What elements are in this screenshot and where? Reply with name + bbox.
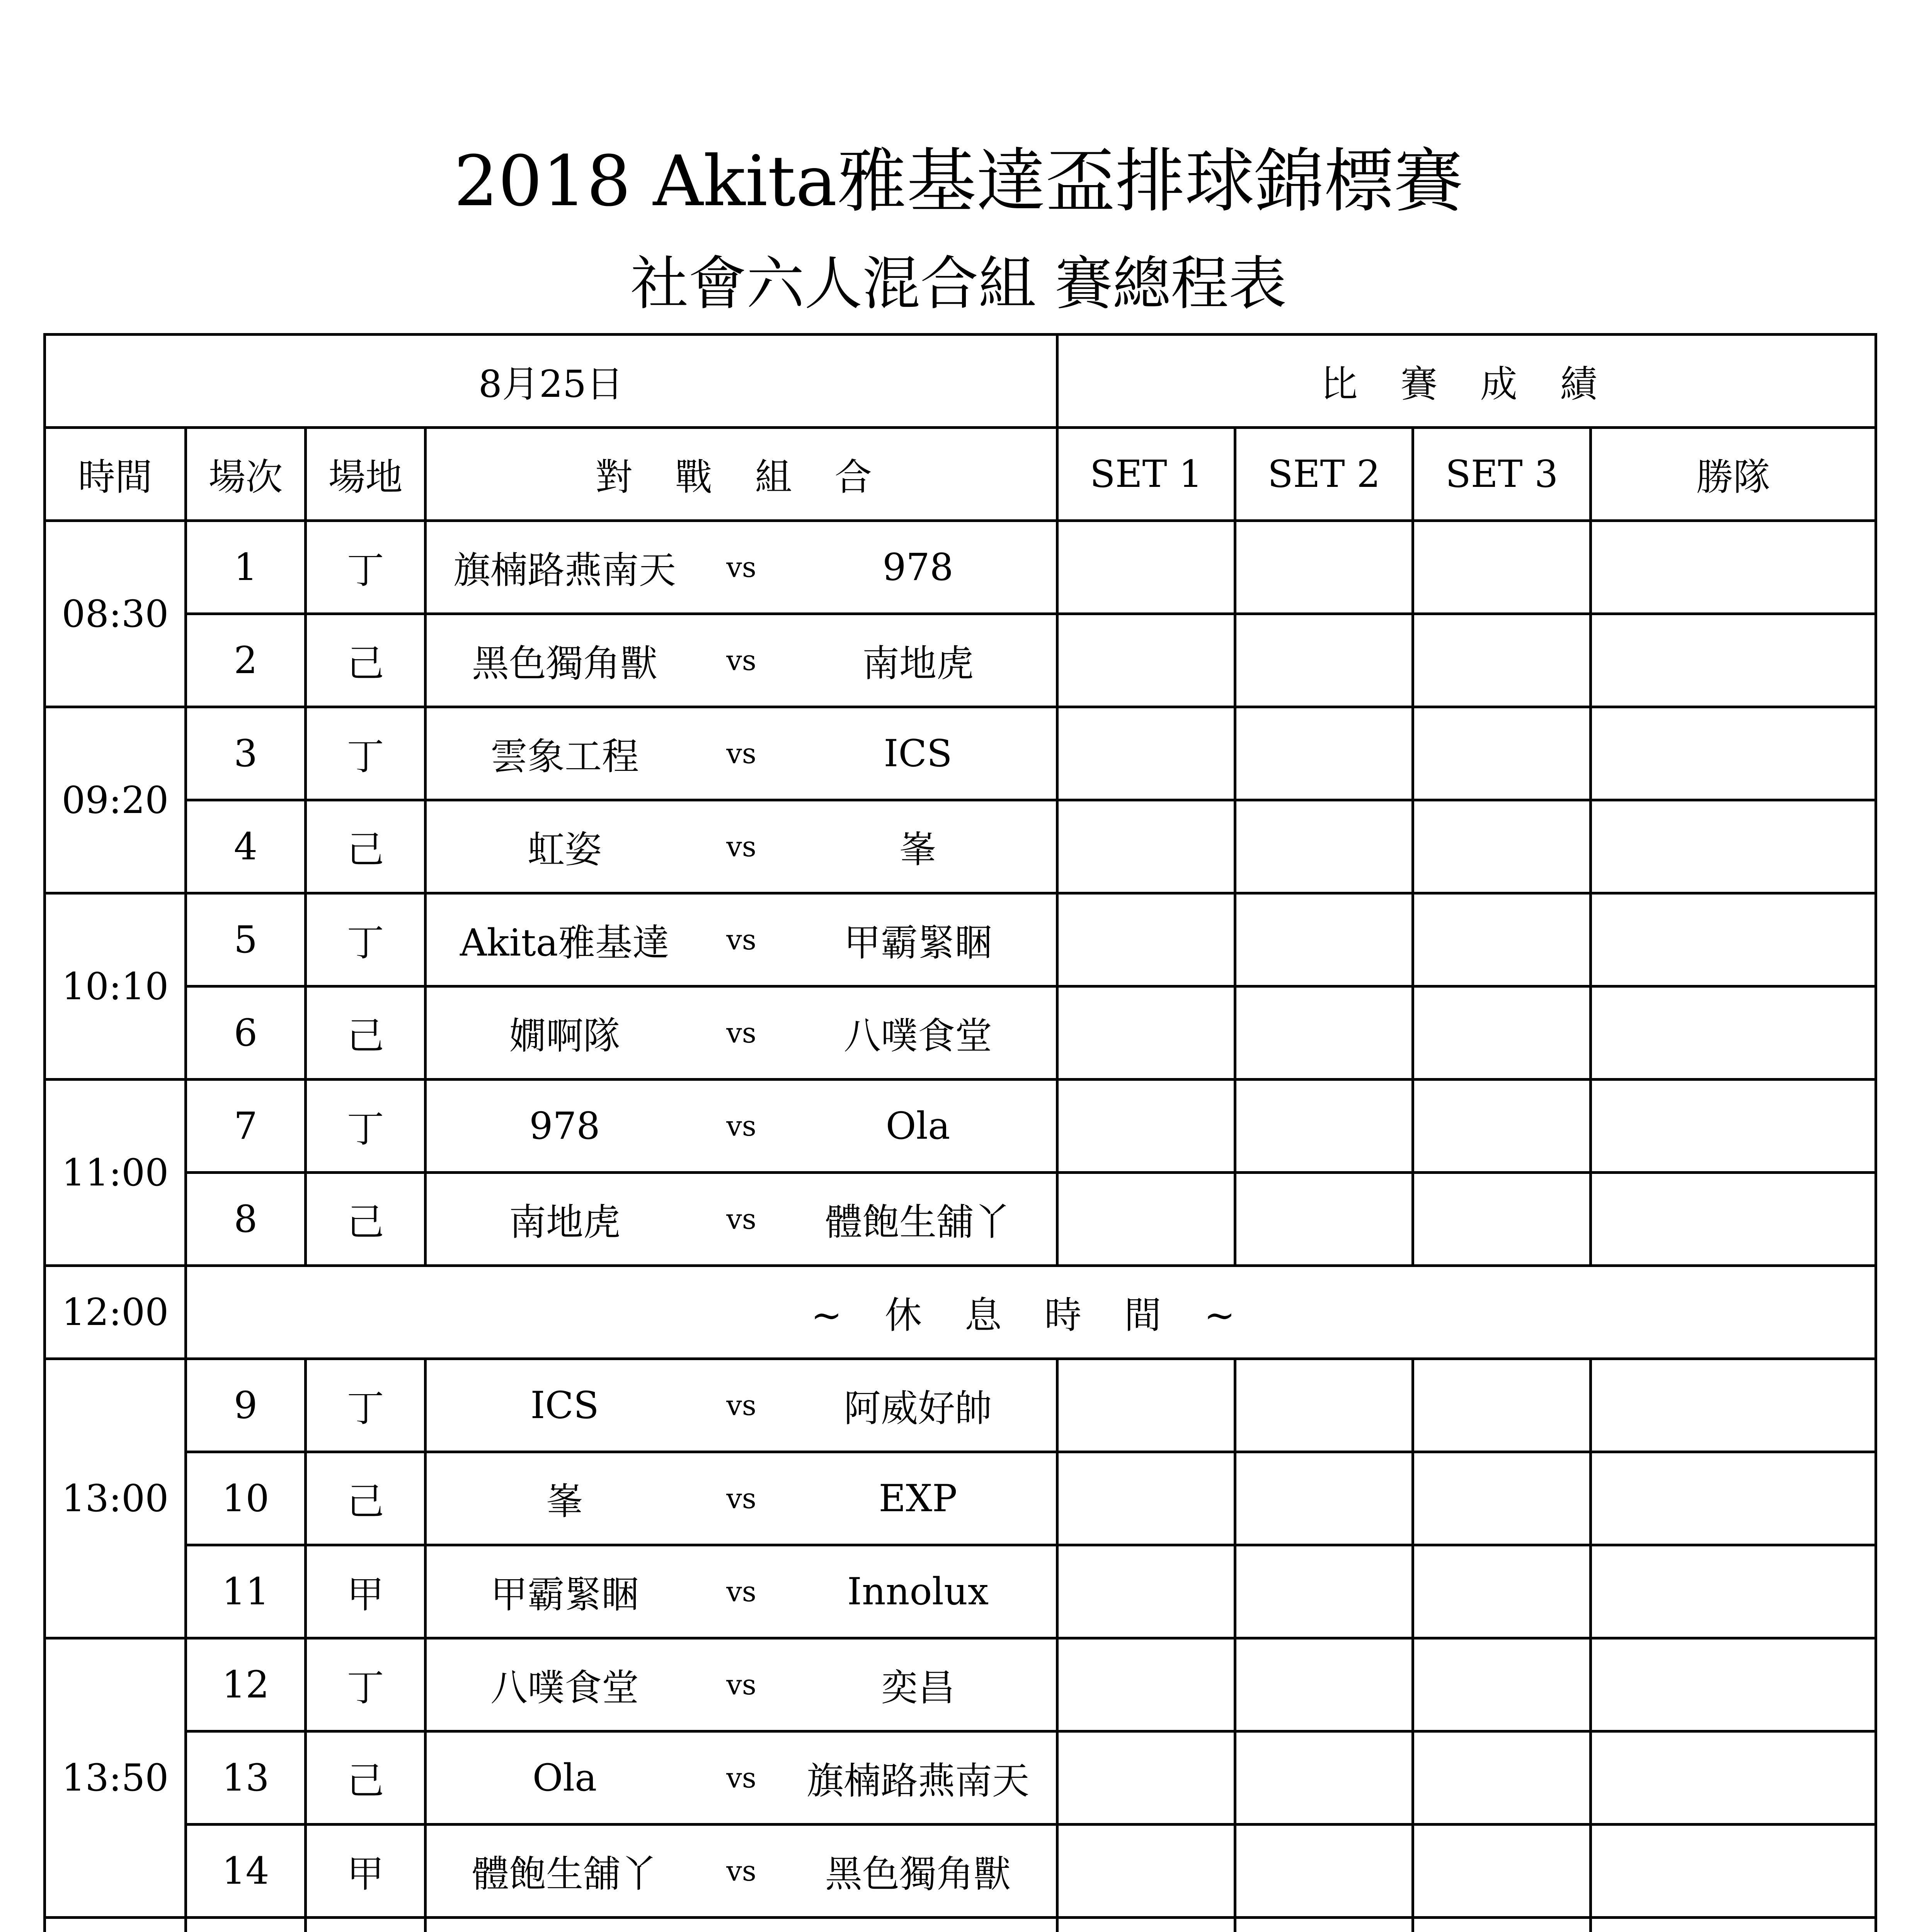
page-subtitle: 社會六人混合組 賽總程表	[630, 250, 1287, 318]
winner-cell[interactable]	[1591, 1545, 1876, 1638]
court-cell: 甲	[306, 1545, 426, 1638]
match-no-cell	[186, 1918, 306, 1932]
matchup-cell	[426, 800, 1057, 893]
match-no-cell: 4	[186, 800, 306, 893]
winner-cell[interactable]	[1591, 986, 1876, 1080]
set2-cell[interactable]	[1235, 1359, 1413, 1452]
court-cell: 己	[306, 986, 426, 1080]
team-b: 黑色獨角獸	[825, 1852, 1011, 1896]
set3-cell[interactable]	[1413, 893, 1591, 986]
match-no-cell: 10	[186, 1452, 306, 1545]
winner-cell[interactable]	[1591, 1825, 1876, 1918]
court-cell: 丁	[306, 1359, 426, 1452]
team-b: 奕昌	[881, 1666, 955, 1709]
team-a: 黑色獨角獸	[472, 641, 658, 685]
set1-cell[interactable]	[1057, 1080, 1235, 1173]
set2-cell[interactable]	[1235, 986, 1413, 1080]
match-no-cell: 9	[186, 1359, 306, 1452]
winner-cell[interactable]	[1591, 1359, 1876, 1452]
team-a: 南地虎	[509, 1200, 621, 1244]
matchup-cell	[426, 1918, 1057, 1932]
match-row	[45, 1638, 1876, 1731]
court-cell: 丁	[306, 707, 426, 800]
matchup-cell	[426, 614, 1057, 707]
match-row	[45, 1918, 1876, 1932]
vs-label: vs	[726, 1668, 756, 1701]
matchup	[427, 708, 1056, 799]
break-row	[45, 1266, 1876, 1359]
matchup-cell	[426, 893, 1057, 986]
match-no-cell: 13	[186, 1731, 306, 1825]
page-title: 2018 Akita雅基達盃排球錦標賽	[454, 141, 1463, 222]
set2-cell[interactable]	[1235, 707, 1413, 800]
col-winner-header: 勝隊	[1591, 428, 1876, 521]
set2-cell[interactable]	[1235, 1638, 1413, 1731]
set2-cell[interactable]	[1235, 1173, 1413, 1266]
set2-cell[interactable]	[1235, 521, 1413, 614]
set1-cell[interactable]	[1057, 800, 1235, 893]
match-no-cell: 6	[186, 986, 306, 1080]
break-time-cell: 12:00	[45, 1266, 186, 1359]
winner-cell[interactable]	[1591, 1173, 1876, 1266]
team-b: 體飽生舖丫	[825, 1200, 1011, 1244]
time-cell: 13:00	[45, 1359, 186, 1638]
matchup	[427, 1919, 1056, 1932]
set2-cell[interactable]	[1235, 1731, 1413, 1825]
schedule-table	[43, 333, 1877, 1932]
winner-cell[interactable]	[1591, 1731, 1876, 1825]
set3-cell[interactable]	[1413, 800, 1591, 893]
team-b: 八噗食堂	[844, 1014, 993, 1058]
set1-cell[interactable]	[1057, 1731, 1235, 1825]
set2-cell[interactable]	[1235, 800, 1413, 893]
vs-label: vs	[726, 830, 756, 863]
team-b: 旗楠路燕南天	[807, 1759, 1030, 1803]
matchup-cell	[426, 1080, 1057, 1173]
match-row	[45, 614, 1876, 707]
vs-label: vs	[726, 1203, 756, 1235]
col-matchup-header: 對 戰 組 合	[426, 428, 1057, 521]
col-set2-header: SET 2	[1235, 428, 1413, 521]
matchup	[427, 895, 1056, 985]
set2-cell[interactable]	[1235, 1080, 1413, 1173]
vs-label: vs	[726, 644, 756, 677]
winner-cell[interactable]	[1591, 614, 1876, 707]
set3-cell[interactable]	[1413, 707, 1591, 800]
team-b: 阿威好帥	[844, 1386, 993, 1430]
team-b: Ola	[885, 1104, 950, 1148]
header-row-columns	[45, 428, 1876, 521]
matchup	[427, 1546, 1056, 1637]
set2-cell[interactable]	[1235, 614, 1413, 707]
match-row	[45, 1731, 1876, 1825]
winner-cell[interactable]	[1591, 800, 1876, 893]
col-match-no-header: 場次	[186, 428, 306, 521]
winner-cell[interactable]	[1591, 1638, 1876, 1731]
set1-cell[interactable]	[1057, 521, 1235, 614]
time-cell: 09:20	[45, 707, 186, 893]
set3-cell[interactable]	[1413, 1918, 1591, 1932]
team-a: Akita雅基達	[460, 921, 670, 964]
team-b: 978	[882, 546, 953, 589]
vs-label: vs	[726, 1855, 756, 1887]
match-no-cell: 14	[186, 1825, 306, 1918]
team-b: Innolux	[847, 1570, 989, 1613]
set3-cell[interactable]	[1413, 1173, 1591, 1266]
col-court-header: 場地	[306, 428, 426, 521]
winner-cell[interactable]	[1591, 1452, 1876, 1545]
team-a: 峯	[546, 1480, 584, 1523]
team-a: 虹姿	[528, 828, 602, 871]
court-cell: 己	[306, 614, 426, 707]
winner-cell[interactable]	[1591, 893, 1876, 986]
vs-label: vs	[726, 551, 756, 583]
set3-cell[interactable]	[1413, 1545, 1591, 1638]
court-cell: 己	[306, 1731, 426, 1825]
matchup-cell	[426, 1731, 1057, 1825]
team-b: EXP	[878, 1477, 957, 1520]
team-b: 甲霸緊睏	[844, 921, 993, 964]
team-b: 南地虎	[862, 641, 974, 685]
time-cell: 11:00	[45, 1080, 186, 1266]
time-cell: 13:50	[45, 1638, 186, 1918]
match-no-cell: 2	[186, 614, 306, 707]
team-b: 峯	[899, 828, 937, 871]
match-row	[45, 1080, 1876, 1173]
team-a: 體飽生舖丫	[472, 1852, 658, 1896]
set3-cell[interactable]	[1413, 1359, 1591, 1452]
winner-cell[interactable]	[1591, 1080, 1876, 1173]
match-row	[45, 1173, 1876, 1266]
set3-cell[interactable]	[1413, 521, 1591, 614]
matchup	[427, 988, 1056, 1078]
match-no-cell: 7	[186, 1080, 306, 1173]
set1-cell[interactable]	[1057, 1638, 1235, 1731]
set2-cell[interactable]	[1235, 1452, 1413, 1545]
set3-cell[interactable]	[1413, 1825, 1591, 1918]
winner-cell[interactable]	[1591, 521, 1876, 614]
set1-cell[interactable]	[1057, 1825, 1235, 1918]
matchup	[427, 1826, 1056, 1916]
match-row	[45, 893, 1876, 986]
matchup-cell	[426, 1173, 1057, 1266]
set3-cell[interactable]	[1413, 986, 1591, 1080]
break-label-cell: ~ 休 息 時 間 ~	[186, 1266, 1876, 1359]
set1-cell[interactable]	[1057, 893, 1235, 986]
col-set1-header: SET 1	[1057, 428, 1235, 521]
team-a: ICS	[530, 1384, 599, 1427]
matchup	[427, 522, 1056, 612]
match-no-cell: 5	[186, 893, 306, 986]
vs-label: vs	[726, 1762, 756, 1794]
court-cell: 己	[306, 800, 426, 893]
set3-cell[interactable]	[1413, 1638, 1591, 1731]
matchup-cell	[426, 1452, 1057, 1545]
vs-label: vs	[726, 1575, 756, 1608]
matchup	[427, 1639, 1056, 1730]
matchup-cell	[426, 1825, 1057, 1918]
matchup-cell	[426, 1359, 1057, 1452]
matchup-cell	[426, 1545, 1057, 1638]
vs-label: vs	[726, 1389, 756, 1422]
set1-cell[interactable]	[1057, 614, 1235, 707]
match-row	[45, 1452, 1876, 1545]
team-a: 甲霸緊睏	[490, 1573, 639, 1616]
schedule-body	[45, 335, 1876, 1932]
team-b: ICS	[884, 732, 952, 775]
set2-cell[interactable]	[1235, 1545, 1413, 1638]
col-set3-header: SET 3	[1413, 428, 1591, 521]
time-cell: 08:30	[45, 521, 186, 707]
team-a: Ola	[532, 1756, 597, 1799]
time-cell: 10:10	[45, 893, 186, 1080]
set2-cell[interactable]	[1235, 1825, 1413, 1918]
court-cell: 丁	[306, 1638, 426, 1731]
score-group-header: 比 賽 成 績	[1057, 335, 1876, 428]
col-time-header: 時間	[45, 428, 186, 521]
team-a: 旗楠路燕南天	[453, 548, 676, 592]
winner-cell[interactable]	[1591, 707, 1876, 800]
set1-cell[interactable]	[1057, 1918, 1235, 1932]
team-a: 978	[529, 1104, 600, 1148]
matchup	[427, 1733, 1056, 1823]
match-row	[45, 1825, 1876, 1918]
winner-cell[interactable]	[1591, 1918, 1876, 1932]
match-no-cell: 11	[186, 1545, 306, 1638]
matchup	[427, 615, 1056, 706]
matchup-cell	[426, 521, 1057, 614]
matchup	[427, 1360, 1056, 1451]
court-cell	[306, 1918, 426, 1932]
match-row	[45, 800, 1876, 893]
match-no-cell: 12	[186, 1638, 306, 1731]
match-no-cell: 3	[186, 707, 306, 800]
set3-cell[interactable]	[1413, 1452, 1591, 1545]
match-no-cell: 8	[186, 1173, 306, 1266]
time-cell	[45, 1918, 186, 1932]
court-cell: 甲	[306, 1825, 426, 1918]
matchup	[427, 1081, 1056, 1171]
team-a: 雲象工程	[490, 735, 639, 778]
vs-label: vs	[726, 923, 756, 956]
set2-cell[interactable]	[1235, 893, 1413, 986]
match-row	[45, 707, 1876, 800]
matchup-cell	[426, 707, 1057, 800]
matchup-cell	[426, 1638, 1057, 1731]
set1-cell[interactable]	[1057, 1545, 1235, 1638]
set1-cell[interactable]	[1057, 1173, 1235, 1266]
set3-cell[interactable]	[1413, 614, 1591, 707]
match-row	[45, 1359, 1876, 1452]
set1-cell[interactable]	[1057, 707, 1235, 800]
matchup	[427, 1174, 1056, 1264]
matchup-cell	[426, 986, 1057, 1080]
court-cell: 己	[306, 1173, 426, 1266]
team-a: 嫺啊隊	[509, 1014, 621, 1058]
set2-cell[interactable]	[1235, 1918, 1413, 1932]
match-row	[45, 986, 1876, 1080]
matchup	[427, 1453, 1056, 1544]
set3-cell[interactable]	[1413, 1080, 1591, 1173]
vs-label: vs	[726, 1017, 756, 1049]
court-cell: 丁	[306, 521, 426, 614]
vs-label: vs	[726, 1110, 756, 1142]
matchup	[427, 801, 1056, 892]
vs-label: vs	[726, 1482, 756, 1515]
set3-cell[interactable]	[1413, 1731, 1591, 1825]
court-cell: 丁	[306, 893, 426, 986]
header-row-top	[45, 335, 1876, 428]
court-cell: 己	[306, 1452, 426, 1545]
set1-cell[interactable]	[1057, 1452, 1235, 1545]
match-row	[45, 521, 1876, 614]
set1-cell[interactable]	[1057, 1359, 1235, 1452]
match-row	[45, 1545, 1876, 1638]
vs-label: vs	[726, 737, 756, 770]
date-header: 8月25日	[45, 335, 1057, 428]
match-no-cell: 1	[186, 521, 306, 614]
court-cell: 丁	[306, 1080, 426, 1173]
set1-cell[interactable]	[1057, 986, 1235, 1080]
team-a: 八噗食堂	[490, 1666, 639, 1709]
